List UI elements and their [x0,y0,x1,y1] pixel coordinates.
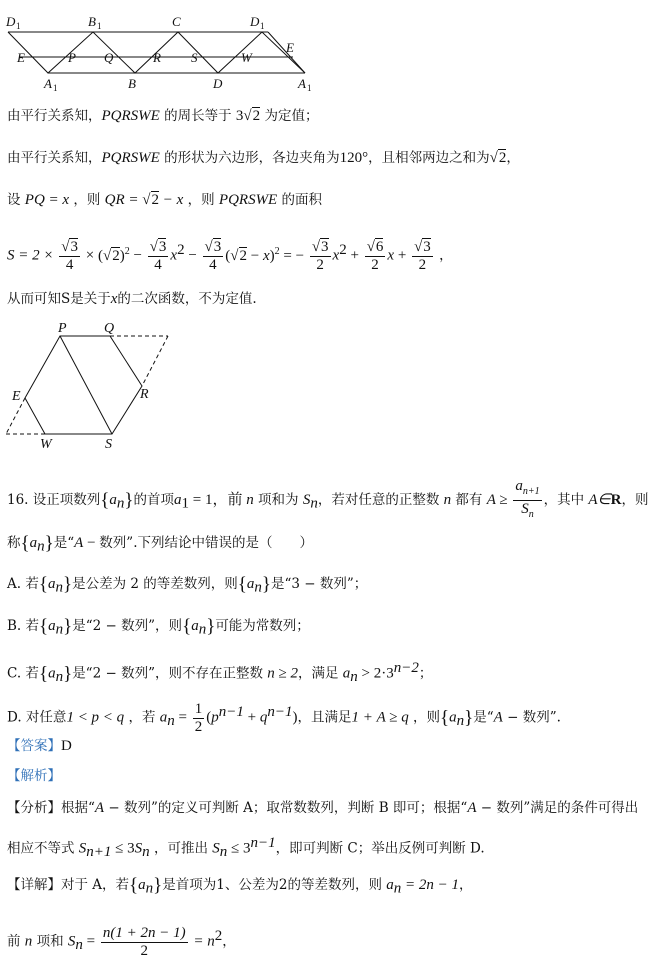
label-e-left: E [17,50,25,65]
svg-text:1: 1 [260,21,265,31]
hex-label-q: Q [104,321,115,336]
label-b: B [128,76,136,91]
label-c: C [172,14,181,29]
figure-hexagon [0,318,180,453]
label-a1b: A [298,76,306,91]
svg-text:1: 1 [97,21,102,31]
svg-text:1: 1 [307,83,312,93]
label-s: S [191,50,198,65]
hex-label-p: P [58,321,67,336]
label-e-right: E [286,40,294,55]
label-d1: D [6,14,16,29]
question-16: 16. 设正项数列$\{a_n\}$的首项$a_1 = 1$，前 n 项和为 $S_n$，若对任意的正整数 n 都有 A ≥ $\frac{a_{n+1}}{S_n}$ ，其中 A∈R，则 [7,478,649,520]
svg-text:1: 1 [53,83,58,93]
hex-label-r: R [140,387,149,402]
option-a: A. 若$\{a_n\}$是公差为 2 的等差数列，则$\{a_n\}$是“3 − 数列”； [7,574,368,596]
label-a1: A [44,76,52,91]
label-w: W [241,50,252,65]
area-formula: S = 2 × $\frac{√3}{4}$ × $(√2)^2$ − $\frac{√3}{4}$ $x^2$ − $\frac{√3}{4}$ $(√2 - x)^2$ = − $\frac{√3}{2}$ $x^2$ + $\frac{√6}{2}$ x + $\frac{√3}{2}$ ， [7,238,453,273]
jiexi-line: 【解析】 [7,768,61,784]
text-line-3: 设 PQ = x ，则 QR = √2 − x ，则 PQRSWE 的面积 [7,192,323,208]
label-r: R [153,50,161,65]
text-line-1: 由平行关系知，PQRSWE 的周长等于 3√2 为定值； [7,108,319,124]
analysis-line-2: 相应不等式 $S_{n+1} \le 3S_n$ ，可推出 $S_n \le 3^{n-1}$，即可判断 C；举出反例可判断 D. [7,835,485,861]
hex-label-s: S [105,437,112,452]
text-line-5: 从而可知S是关于x的二次函数，不为定值. [7,291,257,307]
text-line-2: 由平行关系知，PQRSWE 的形状为六边形，各边夹角为120°，且相邻两边之和为√2， [7,150,520,166]
label-p: P [68,50,76,65]
option-b: B. 若$\{a_n\}$是“2 − 数列”，则$\{a_n\}$可能为常数列； [7,616,310,638]
hex-label-e: E [12,389,21,404]
label-d1b: D [250,14,260,29]
option-c: C. 若$\{a_n\}$是“2 − 数列”，则不存在正整数 n ≥ 2，满足 $a_n > 2\cdot 3^{n-2}$； [7,660,433,686]
label-b1: B [88,14,96,29]
question-16-cont: 称$\{a_n\}$是“A − 数列”.下列结论中错误的是（ ） [7,533,313,555]
figure-prism-net [0,10,320,95]
analysis-line-1: 【分析】根据“A − 数列”的定义可判断 A；取常数数列，判断 B 即可；根据“A − 数列”满足的条件可得出 [7,800,639,816]
option-d: D. 对任意1 < p < q ，若 $a_n$ = $\frac{1}{2}$ $(p^{n-1} + q^{n-1})$，且满足1 + A ≥ q ，则$\{a_n\}$是“A − 数列”. [7,700,561,735]
answer-line: 【答案】D [7,738,72,754]
svg-text:1: 1 [16,21,21,31]
label-d: D [213,76,223,91]
detail-line-2: 前 n 项和 $S_n$ = $\frac{n(1 + 2n - 1)}{2}$ = $n^2$， [7,924,236,959]
detail-line-1: 【详解】对于 A，若$\{a_n\}$是首项为1、公差为2的等差数列，则 $a_n = 2n - 1$， [7,875,473,897]
label-q: Q [104,50,114,65]
hex-label-w: W [40,437,52,452]
